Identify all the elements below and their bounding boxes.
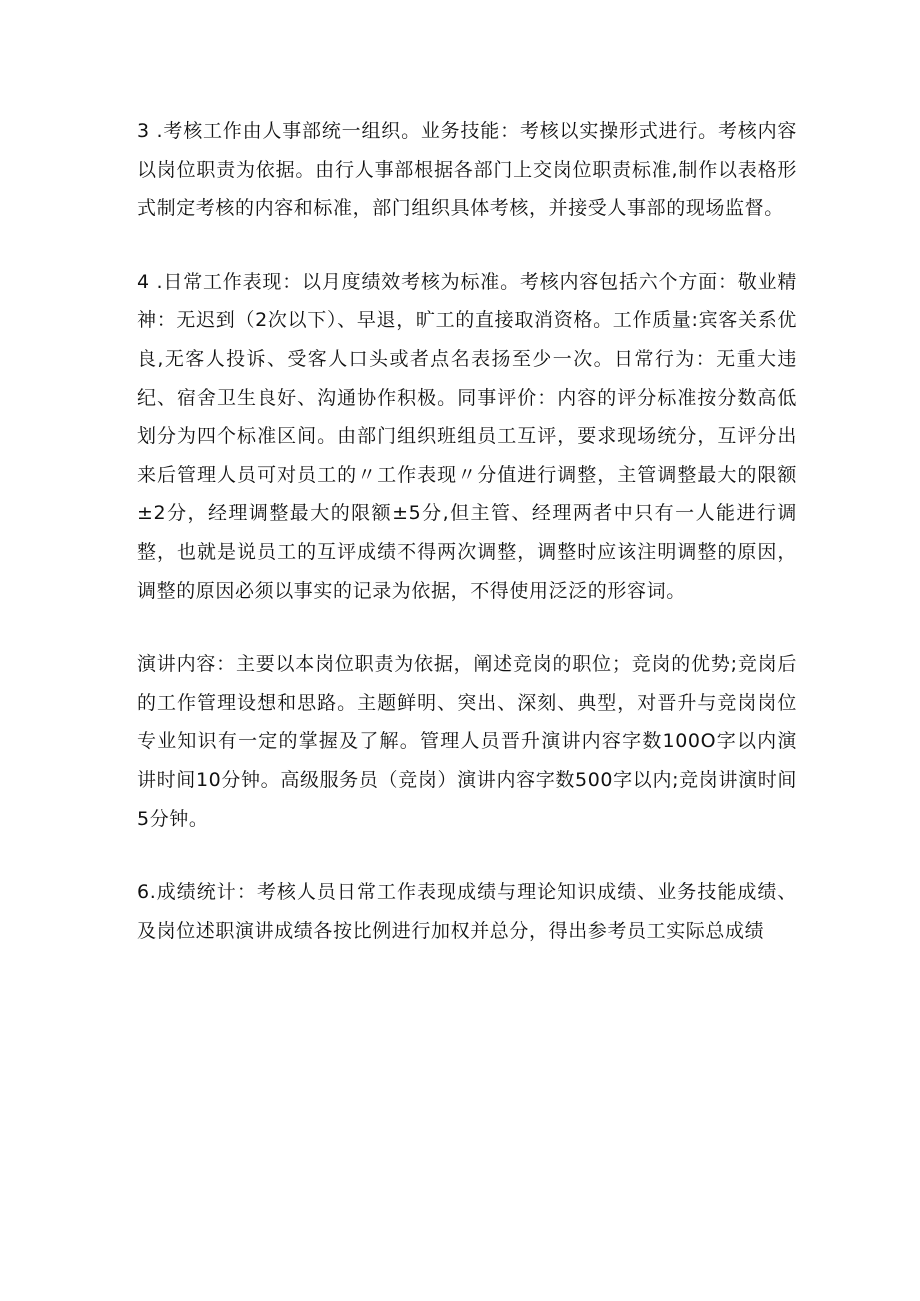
document-page <box>137 112 797 950</box>
paragraph-speech-content: 演讲内容：主要以本岗位职责为依据，阐述竞岗的职位；竞岗的优势;竞岗后的工作管理设想和思路。主题鲜明、突出、深刻、典型，对晋升与竞岗岗位专业知识有一定的掌握及了解。管理人员晋升演讲内容字数100O字以内演讲时间10分钟。高级服务员（竞岗）演讲内容字数500字以内;竞岗讲演时间5分钟。 <box>137 653 797 830</box>
paragraph-daily-performance: 4 .日常工作表现：以月度绩效考核为标准。考核内容包括六个方面：敬业精神：无迟到（2次以下）、早退，旷工的直接取消资格。工作质量:宾客关系优良,无客人投诉、受客人口头或者点名表扬至少一次。日常行为：无重大违纪、宿舍卫生良好、沟通协作积极。同事评价：内容的评分标准按分数高低划分为四个标准区间。由部门组织班组员工互评，要求现场统分，互评分出来后管理人员可对员工的〃工作表现〃分值进行调整，主管调整最大的限额±2分，经理调整最大的限额±5分,但主管、经理两者中只有一人能进行调整，也就是说员工的互评成绩不得两次调整，调整时应该注明调整的原因，调整的原因必须以事实的记录为依据，不得使用泛泛的形容词。 <box>137 270 797 602</box>
paragraph-score-statistics: 6.成绩统计：考核人员日常工作表现成绩与理论知识成绩、业务技能成绩、及岗位述职演讲成绩各按比例进行加权并总分，得出参考员工实际总成绩 <box>137 881 797 942</box>
paragraph-assessment-organization: 3 .考核工作由人事部统一组织。业务技能：考核以实操形式进行。考核内容以岗位职责为依据。由行人事部根据各部门上交岗位职责标准,制作以表格形式制定考核的内容和标准，部门组织具体考核，并接受人事部的现场监督。 <box>137 120 797 220</box>
